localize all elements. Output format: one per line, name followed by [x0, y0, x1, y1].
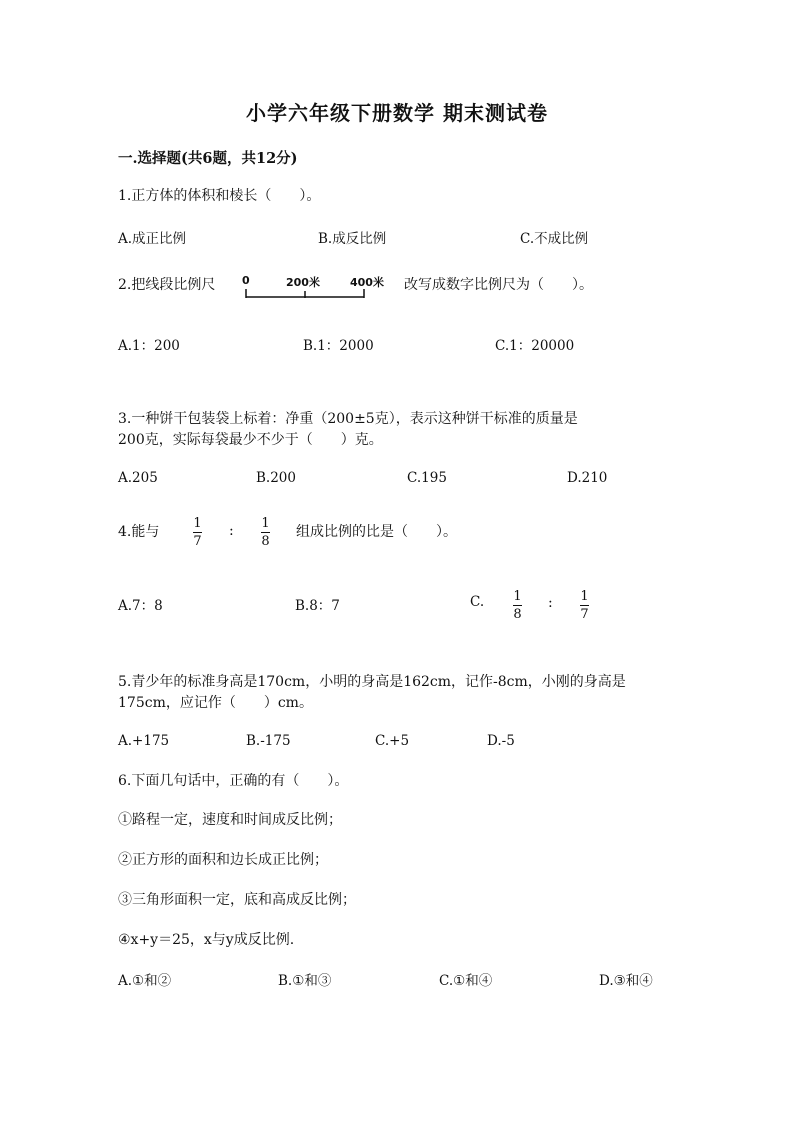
fraction-one-seventh — [580, 589, 589, 622]
ratio-colon: : — [548, 595, 553, 611]
section-heading: 一.选择题(共6题，共12分) — [118, 150, 298, 167]
q2-option-a: A.1：200 — [118, 338, 180, 354]
fraction-one-seventh — [193, 516, 202, 549]
question-1: 1.正方体的体积和棱长（ ）。 — [118, 188, 321, 204]
q3-option-b: B.200 — [256, 470, 296, 486]
question-4-suffix: 组成比例的比是（ ）。 — [296, 524, 457, 540]
fraction-one-eighth — [513, 589, 522, 622]
numerator: 1 — [513, 589, 522, 604]
question-2-suffix: 改写成数字比例尺为（ ）。 — [404, 277, 593, 293]
statement-2: ②正方形的面积和边长成正比例； — [118, 852, 328, 868]
question-3-line-2: 200克，实际每袋最少不少于（ ）克。 — [118, 432, 383, 448]
q1-option-b: B.成反比例 — [318, 231, 387, 247]
q3-option-c: C.195 — [407, 470, 447, 486]
denominator: 7 — [580, 607, 589, 622]
numerator: 1 — [580, 589, 589, 604]
q4-option-b: B.8：7 — [295, 598, 340, 614]
question-6: 6.下面几句话中，正确的有（ ）。 — [118, 773, 349, 789]
page-title: 小学六年级下册数学 期末测试卷 — [246, 101, 548, 125]
q2-option-c: C.1：20000 — [495, 338, 575, 354]
denominator: 7 — [193, 534, 202, 549]
question-3-line-1: 3.一种饼干包装袋上标着：净重（200±5克），表示这种饼干标准的质量是 — [118, 411, 578, 427]
q5-option-d: D.-5 — [487, 733, 515, 749]
q3-option-a: A.205 — [118, 470, 158, 486]
q1-option-a: A.成正比例 — [118, 231, 187, 247]
q4-option-c-prefix: C. — [470, 594, 485, 610]
q6-option-b: B.①和③ — [278, 973, 332, 989]
question-5-line-1: 5.青少年的标准身高是170cm，小明的身高是162cm，记作-8cm，小刚的身高是 — [118, 674, 626, 690]
line-scale — [238, 270, 398, 306]
q6-option-d: D.③和④ — [599, 973, 653, 989]
q5-option-c: C.+5 — [375, 733, 410, 749]
q3-option-d: D.210 — [567, 470, 608, 486]
scale-label-200: 200米 — [286, 276, 320, 289]
question-5-line-2: 175cm，应记作（ ）cm。 — [118, 695, 313, 711]
numerator: 1 — [261, 516, 270, 531]
q6-option-a: A.①和② — [118, 973, 172, 989]
fraction-one-eighth — [261, 516, 270, 549]
statement-3: ③三角形面积一定，底和高成反比例； — [118, 892, 356, 908]
denominator: 8 — [261, 534, 270, 549]
question-4-prefix: 4.能与 — [118, 524, 160, 540]
q6-option-c: C.①和④ — [439, 973, 493, 989]
statement-1: ①路程一定，速度和时间成反比例； — [118, 812, 342, 828]
ratio-colon: : — [229, 523, 234, 539]
denominator: 8 — [513, 607, 522, 622]
q5-option-b: B.-175 — [246, 733, 291, 749]
question-2-prefix: 2.把线段比例尺 — [118, 277, 216, 293]
q1-option-c: C.不成比例 — [520, 231, 589, 247]
statement-4: ④x+y＝25，x与y成反比例. — [118, 932, 295, 948]
q4-option-a: A.7：8 — [118, 598, 163, 614]
numerator: 1 — [193, 516, 202, 531]
q5-option-a: A.+175 — [118, 733, 170, 749]
scale-label-0: 0 — [242, 274, 250, 287]
scale-label-400: 400米 — [350, 276, 384, 289]
q2-option-b: B.1：2000 — [303, 338, 374, 354]
